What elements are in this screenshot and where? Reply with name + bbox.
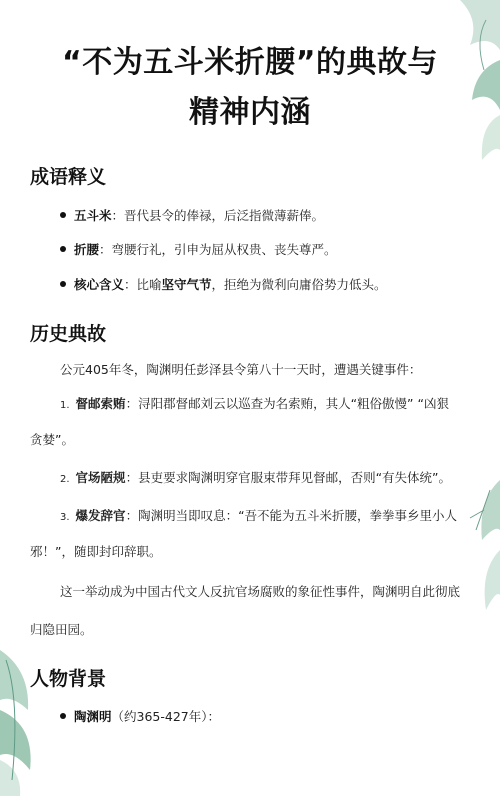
- bullet-dot: [60, 713, 66, 719]
- definition: ，拒绝为微利向庸俗势力低头。: [211, 277, 387, 292]
- section-heading-history: 历史典故: [30, 323, 107, 345]
- term: 五斗米: [74, 208, 112, 223]
- event-item-1: [30, 388, 500, 422]
- list-item: [60, 240, 470, 258]
- event-number: 2.: [60, 474, 70, 485]
- event-text: ：陶渊明当即叹息：“吾不能为五斗米折腰，拳拳事乡里小人: [125, 508, 458, 523]
- emphasis: 坚守气节: [161, 277, 212, 292]
- event-text: ：县吏要求陶渊明穿官服束带拜见督邮，否则“有失体统”。: [125, 470, 452, 485]
- term: 陶渊明: [74, 709, 112, 724]
- bullet-dot: [60, 246, 66, 252]
- definition: ：弯腰行礼，引申为屈从权贵、丧失尊严。: [99, 242, 337, 257]
- event-term: 官场陋规: [75, 470, 126, 485]
- event-number: 1.: [60, 400, 70, 411]
- list-item: [60, 206, 470, 224]
- bullet-dot: [60, 281, 66, 287]
- event-number: 3.: [60, 512, 70, 523]
- section-heading-background: 人物背景: [30, 668, 107, 690]
- bullet-dot: [60, 212, 66, 218]
- definition: （约365-427年）：: [111, 709, 220, 724]
- summary-paragraph-continued: 归隐田园。: [30, 622, 93, 637]
- title-line-2: 精神内涵: [189, 95, 311, 130]
- definition-prefix: ：比喻: [124, 277, 162, 292]
- title-line-1: “不为五斗米折腰”的典故与: [62, 45, 438, 80]
- event-item-3: [30, 500, 500, 534]
- term: 核心含义: [74, 277, 125, 292]
- term: 折腰: [74, 242, 100, 257]
- list-item: [60, 707, 470, 725]
- list-item: [60, 275, 470, 293]
- summary-paragraph: 这一举动成为中国古代文人反抗官场腐败的象征性事件，陶渊明自此彻底: [60, 584, 461, 599]
- intro-paragraph: 公元405年冬，陶渊明任彭泽县令第八十一天时，遭遇关键事件：: [60, 362, 422, 377]
- event-item-2: [30, 462, 500, 496]
- event-item-1-continued: 贪婪”。: [30, 432, 74, 447]
- page-title: [30, 38, 470, 138]
- event-term: 爆发辞官: [75, 508, 126, 523]
- event-text: ：浔阳郡督邮刘云以巡查为名索贿，其人“粗俗傲慢” “凶狠: [125, 396, 449, 411]
- event-item-3-continued: 邪！”，随即封印辞职。: [30, 544, 162, 559]
- section-heading-idiom-meaning: 成语释义: [30, 166, 107, 188]
- event-term: 督邮索贿: [75, 396, 126, 411]
- definition: ：晋代县令的俸禄，后泛指微薄薪俸。: [111, 208, 325, 223]
